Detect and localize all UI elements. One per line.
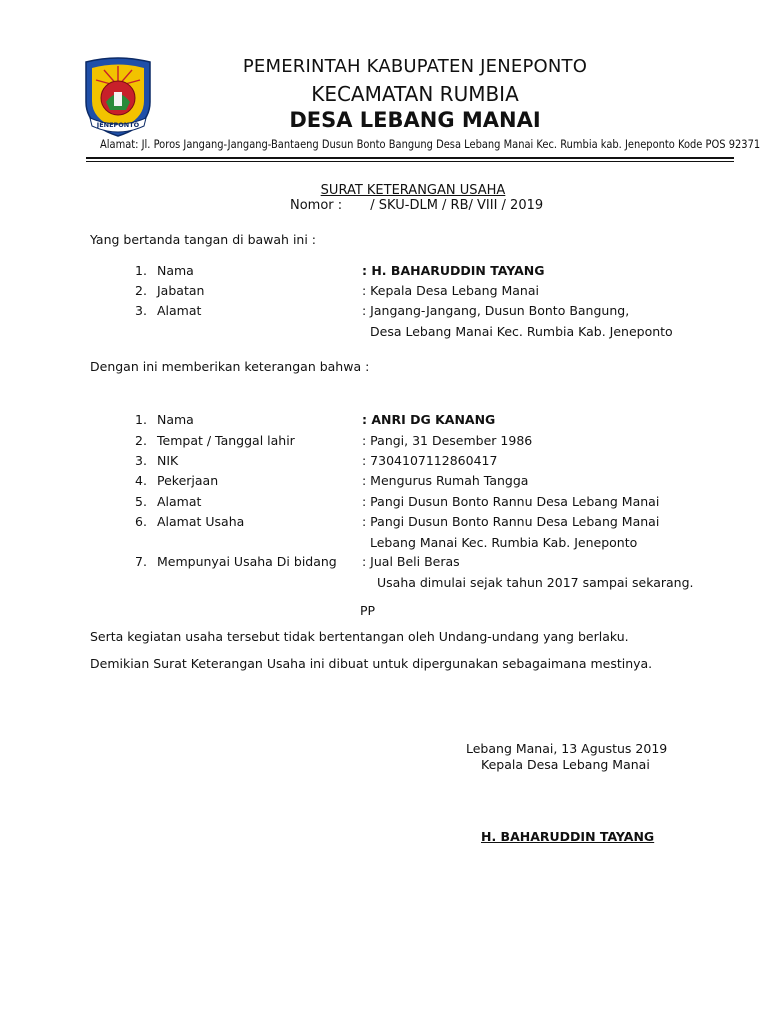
declaration-text: Dengan ini memberikan keterangan bahwa : — [90, 359, 370, 374]
subject-birth-value: : Pangi, 31 Desember 1986 — [362, 433, 533, 448]
closing-paragraph: Demikian Surat Keterangan Usaha ini dibuat untuk dipergunakan sebagaimana mestinya. — [90, 656, 653, 671]
signer-num: 2. — [135, 283, 147, 298]
letter-number-value: / SKU-DLM / RB/ VIII / 2019 — [370, 198, 544, 213]
pp-mark: PP — [360, 603, 376, 618]
subject-num: 2. — [135, 433, 147, 448]
signer-address-label: Alamat — [157, 303, 202, 318]
regency-government-title: PEMERINTAH KABUPATEN JENEPONTO — [242, 56, 588, 77]
business-since-text: Usaha dimulai sejak tahun 2017 sampai sekarang. — [377, 575, 694, 590]
signer-position-label: Jabatan — [157, 283, 205, 298]
subject-num: 4. — [135, 473, 147, 488]
signer-num: 3. — [135, 303, 147, 318]
signer-num: 1. — [135, 263, 147, 278]
subject-address-label: Alamat — [157, 494, 202, 509]
subject-business-field-label: Mempunyai Usaha Di bidang — [157, 554, 337, 569]
letter-number-label: Nomor : — [290, 198, 343, 213]
office-address: Alamat: Jl. Poros Jangang-Jangang-Bantaeng Dusun Bonto Bangung Desa Lebang Manai Kec. Rumbia kab. Jeneponto Kode POS 92371 — [100, 137, 761, 151]
subject-nik-label: NIK — [157, 453, 179, 468]
subject-occupation-label: Pekerjaan — [157, 473, 219, 488]
logo-banner-text: JENEPONTO — [96, 121, 140, 129]
letterhead-rule-thin — [86, 161, 734, 162]
subject-occupation-value: : Mengurus Rumah Tangga — [362, 473, 529, 488]
subject-business-address-label: Alamat Usaha — [157, 514, 245, 529]
intro-text: Yang bertanda tangan di bawah ini : — [90, 232, 317, 247]
signer-position-value: : Kepala Desa Lebang Manai — [362, 283, 539, 298]
signer-name-label: Nama — [157, 263, 194, 278]
subject-num: 6. — [135, 514, 147, 529]
village-title: DESA LEBANG MANAI — [289, 108, 541, 132]
place-and-date: Lebang Manai, 13 Agustus 2019 — [466, 741, 668, 756]
legality-paragraph: Serta kegiatan usaha tersebut tidak bertentangan oleh Undang-undang yang berlaku. — [90, 629, 629, 644]
letterhead-rule-thick — [86, 157, 734, 159]
signer-position: Kepala Desa Lebang Manai — [481, 757, 650, 772]
district-title: KECAMATAN RUMBIA — [311, 82, 519, 106]
letter-title: SURAT KETERANGAN USAHA — [320, 183, 506, 198]
subject-business-address-value: : Pangi Dusun Bonto Rannu Desa Lebang Manai — [362, 514, 660, 529]
subject-num: 5. — [135, 494, 147, 509]
subject-num: 7. — [135, 554, 147, 569]
subject-num: 3. — [135, 453, 147, 468]
signer-address-continued: Desa Lebang Manai Kec. Rumbia Kab. Jeneponto — [370, 324, 673, 339]
subject-nik-value: : 7304107112860417 — [362, 453, 498, 468]
subject-name-label: Nama — [157, 412, 194, 427]
letter-number — [290, 198, 543, 213]
subject-name-value: : ANRI DG KANANG — [362, 412, 496, 427]
subject-num: 1. — [135, 412, 147, 427]
business-address-continued: Lebang Manai Kec. Rumbia Kab. Jeneponto — [370, 535, 638, 550]
signer-signature-name: H. BAHARUDDIN TAYANG — [481, 829, 655, 844]
subject-birth-label: Tempat / Tanggal lahir — [157, 433, 295, 448]
signer-address-value: : Jangang-Jangang, Dusun Bonto Bangung, — [362, 303, 630, 318]
subject-business-field-value: : Jual Beli Beras — [362, 554, 460, 569]
signer-name-value: : H. BAHARUDDIN TAYANG — [362, 263, 545, 278]
subject-address-value: : Pangi Dusun Bonto Rannu Desa Lebang Manai — [362, 494, 660, 509]
